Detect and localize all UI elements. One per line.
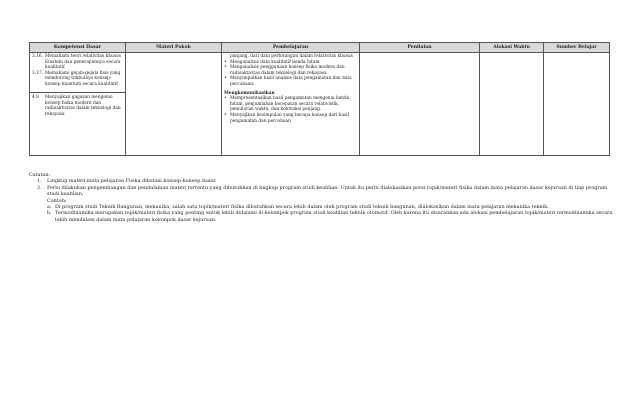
note-text: Lingkup materi mata pelajaran Fisika dibatasi konsep-konsep dasar. <box>47 178 217 185</box>
header-alokasi-waktu: Alokasi Waktu <box>480 43 544 53</box>
kd-bottom-block <box>30 93 125 118</box>
header-materi-pokok: Materi Pokok <box>126 43 222 53</box>
kd-item <box>32 71 123 88</box>
table-header-row <box>30 43 610 53</box>
table-row <box>30 53 610 156</box>
note-number: 2. <box>37 184 42 191</box>
header-sumber-belajar: Sumber Belajar <box>544 43 610 53</box>
note-sub-number: b. <box>47 210 52 217</box>
list-item <box>224 76 357 87</box>
list-item <box>224 65 357 76</box>
kd-item <box>32 54 123 71</box>
kd-item <box>32 95 123 117</box>
alokasi-waktu-cell <box>480 53 544 156</box>
note-item <box>29 185 613 198</box>
bullet-text: Menyimpulkan hasil analisis data pengamatan dan data percobaan. <box>230 76 352 87</box>
header-pembelajaran: Pembelajaran <box>222 43 360 53</box>
notes-section <box>29 172 613 223</box>
list-item <box>224 113 357 124</box>
bullet-text: Menganalisis penggunaan konsep fisika modern dan radioaktivitas dalam teknologi dan rekayasa <box>230 65 345 76</box>
notes-title: Catatan: <box>29 172 51 178</box>
bullet-icon: • <box>224 64 227 71</box>
contoh-label: Contoh: <box>47 197 67 204</box>
bullet-icon: • <box>224 58 227 65</box>
kd-number: 3.17. <box>32 70 43 76</box>
materi-pokok-cell <box>126 53 222 156</box>
penilaian-cell <box>360 53 480 156</box>
kd-text: Menyajikan gagasan mengenai konsep fisika modern dan radioaktivitas dalam teknologi dan rekayasa <box>45 95 121 117</box>
bullet-icon: • <box>224 111 227 118</box>
kd-text: Memahami gejala-gejala fisis yang mendorong timbulnya konsep-konsep kuantum secara kualitatif <box>45 70 121 87</box>
bullet-text: Mempresentasikan hasil pengamatan mengenai benda hitam, penjumlahan kecepatan secara relativistik, pemuluran waktu, dan kontraksi panjang. <box>230 96 350 113</box>
list-item <box>224 96 357 113</box>
note-text: Perlu dilakukan pengembangan dan pendalaman materi tertentu yang dibutuhkan di lingkup program studi keahlian. Untuk itu perlu dialokasikan porsi topik/materi fisika dalam mata pelajaran dasar kejuruan di tiap program studi keahlian. <box>47 184 608 198</box>
sumber-belajar-cell <box>544 53 610 156</box>
syllabus-table <box>29 42 610 156</box>
kd-text: Memahami teori relativitas khusus Einstein dan penerapannya secara kualitatif <box>45 54 121 71</box>
bullet-icon: • <box>224 95 227 102</box>
header-kompetensi-dasar: Kompetensi Dasar <box>30 43 126 53</box>
kompetensi-dasar-cell <box>30 53 126 156</box>
pembelajaran-subheading: Mengkomunikasikan <box>224 90 275 96</box>
note-sub-number: a. <box>47 204 52 211</box>
header-penilaian: Penilaian <box>360 43 480 53</box>
note-sub-text: Di program studi Teknik Bangunan, mekanika, salah satu topik/materi fisika dibutuhkan secara lebih dalam oleh program studi teknik bangunan, dialokasikan dalam mata pelajaran mekanika teknik. <box>55 204 549 211</box>
kd-number: 3.16. <box>32 54 43 59</box>
bullet-icon: • <box>224 75 227 82</box>
bullet-text: Menyajikan kesimpulan yang berupa konsep dari hasil pengamatan dan percobaan <box>230 112 349 124</box>
kd-number: 4.8 <box>32 95 39 100</box>
note-sub-text: Termodinamika merupakan topik/materi fisika yang penting untuk lebih didalami di kelompok program studi keahlian teknik otomotif. Oleh karena itu disarankan ada alokasi pembelajaran topik/materi termodinamika secara lebih mendalam dalam mata pelajaran kelompok dasar kejuruan. <box>55 210 613 223</box>
pembelajaran-cell <box>222 53 360 156</box>
bullet-text: Menganalisis data kualitatif benda hitam <box>230 59 320 65</box>
note-number: 1. <box>37 178 42 185</box>
pembelajaran-intro: panjang, dari data perhitungan dalam relativitas khusus <box>230 54 353 59</box>
note-sub-item <box>29 210 613 223</box>
kd-top-block <box>30 53 125 93</box>
